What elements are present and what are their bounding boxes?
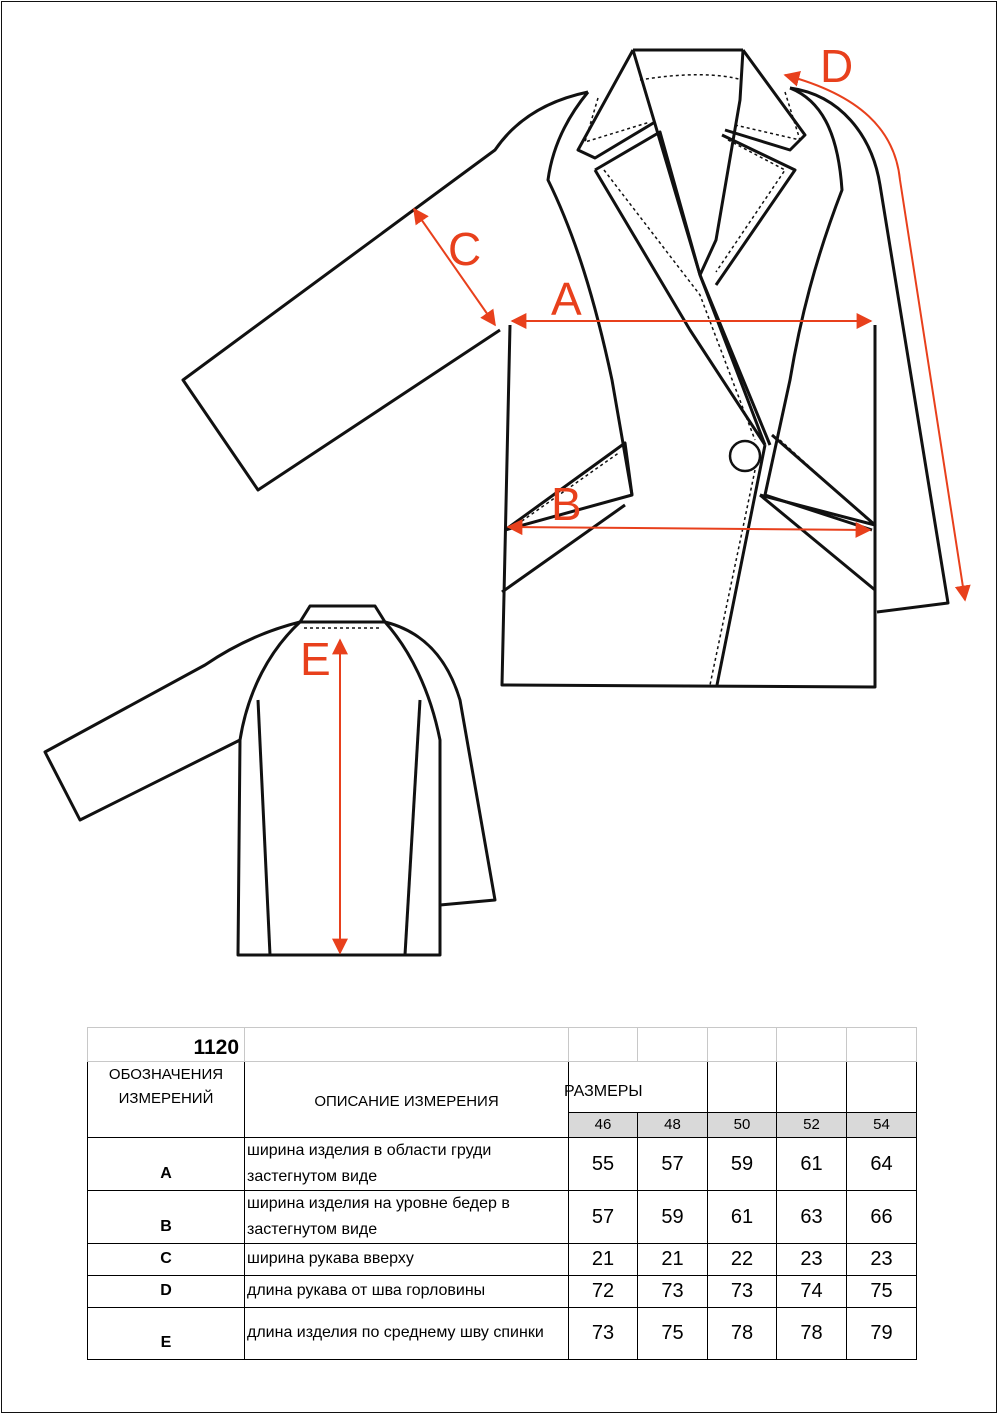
label-c: C bbox=[448, 223, 482, 275]
table-header-row bbox=[88, 1062, 917, 1113]
row-value: 23 bbox=[777, 1243, 847, 1275]
row-value: 57 bbox=[569, 1190, 638, 1243]
row-value: 21 bbox=[569, 1243, 638, 1275]
row-value: 61 bbox=[708, 1190, 777, 1243]
table-row bbox=[88, 1190, 917, 1243]
row-value: 61 bbox=[777, 1137, 847, 1190]
designation-header: ОБОЗНАЧЕНИЯ ИЗМЕРЕНИЙ bbox=[88, 1062, 245, 1113]
size-50: 50 bbox=[708, 1113, 777, 1138]
label-b: B bbox=[551, 478, 582, 530]
row-value: 21 bbox=[638, 1243, 708, 1275]
label-a: A bbox=[551, 273, 582, 325]
measure-labels bbox=[300, 40, 853, 685]
row-value: 79 bbox=[847, 1307, 917, 1359]
row-letter: C bbox=[88, 1243, 245, 1275]
table-row bbox=[88, 1137, 917, 1190]
row-value: 23 bbox=[847, 1243, 917, 1275]
model-number: 1120 bbox=[88, 1028, 245, 1062]
row-value: 63 bbox=[777, 1190, 847, 1243]
table-row bbox=[88, 1307, 917, 1359]
label-d: D bbox=[820, 40, 854, 92]
size-table bbox=[87, 1027, 917, 1360]
size-row bbox=[88, 1113, 917, 1138]
row-value: 75 bbox=[847, 1275, 917, 1307]
row-description: ширина рукава вверху bbox=[245, 1243, 569, 1275]
jacket-front-view bbox=[183, 50, 948, 687]
row-value: 73 bbox=[569, 1307, 638, 1359]
row-value: 73 bbox=[708, 1275, 777, 1307]
sizes-header: РАЗМЕРЫ bbox=[564, 1083, 643, 1100]
measure-arrows bbox=[340, 75, 965, 953]
size-54: 54 bbox=[847, 1113, 917, 1138]
row-value: 73 bbox=[638, 1275, 708, 1307]
row-value: 66 bbox=[847, 1190, 917, 1243]
row-value: 75 bbox=[638, 1307, 708, 1359]
size-52: 52 bbox=[777, 1113, 847, 1138]
row-value: 59 bbox=[638, 1190, 708, 1243]
jacket-back-view bbox=[45, 606, 495, 955]
row-description: ширина изделия на уровне бедер в застегнутом виде bbox=[245, 1190, 569, 1243]
row-value: 55 bbox=[569, 1137, 638, 1190]
row-value: 74 bbox=[777, 1275, 847, 1307]
size-48: 48 bbox=[638, 1113, 708, 1138]
row-letter: E bbox=[88, 1307, 245, 1359]
jacket-front-topstitch bbox=[512, 75, 868, 685]
description-header: ОПИСАНИЕ ИЗМЕРЕНИЯ bbox=[245, 1062, 569, 1113]
row-value: 72 bbox=[569, 1275, 638, 1307]
table-row bbox=[88, 1243, 917, 1275]
row-letter: D bbox=[88, 1275, 245, 1307]
row-value: 78 bbox=[777, 1307, 847, 1359]
size-46: 46 bbox=[569, 1113, 638, 1138]
row-description: длина изделия по среднему шву спинки bbox=[245, 1307, 569, 1359]
row-value: 22 bbox=[708, 1243, 777, 1275]
row-letter: B bbox=[88, 1190, 245, 1243]
row-letter: A bbox=[88, 1137, 245, 1190]
row-value: 78 bbox=[708, 1307, 777, 1359]
label-e: E bbox=[300, 633, 331, 685]
row-description: длина рукава от шва горловины bbox=[245, 1275, 569, 1307]
table-row bbox=[88, 1275, 917, 1307]
row-value: 57 bbox=[638, 1137, 708, 1190]
row-value: 64 bbox=[847, 1137, 917, 1190]
row-description: ширина изделия в области груди застегнутом виде bbox=[245, 1137, 569, 1190]
table-title-row bbox=[88, 1028, 917, 1062]
row-value: 59 bbox=[708, 1137, 777, 1190]
